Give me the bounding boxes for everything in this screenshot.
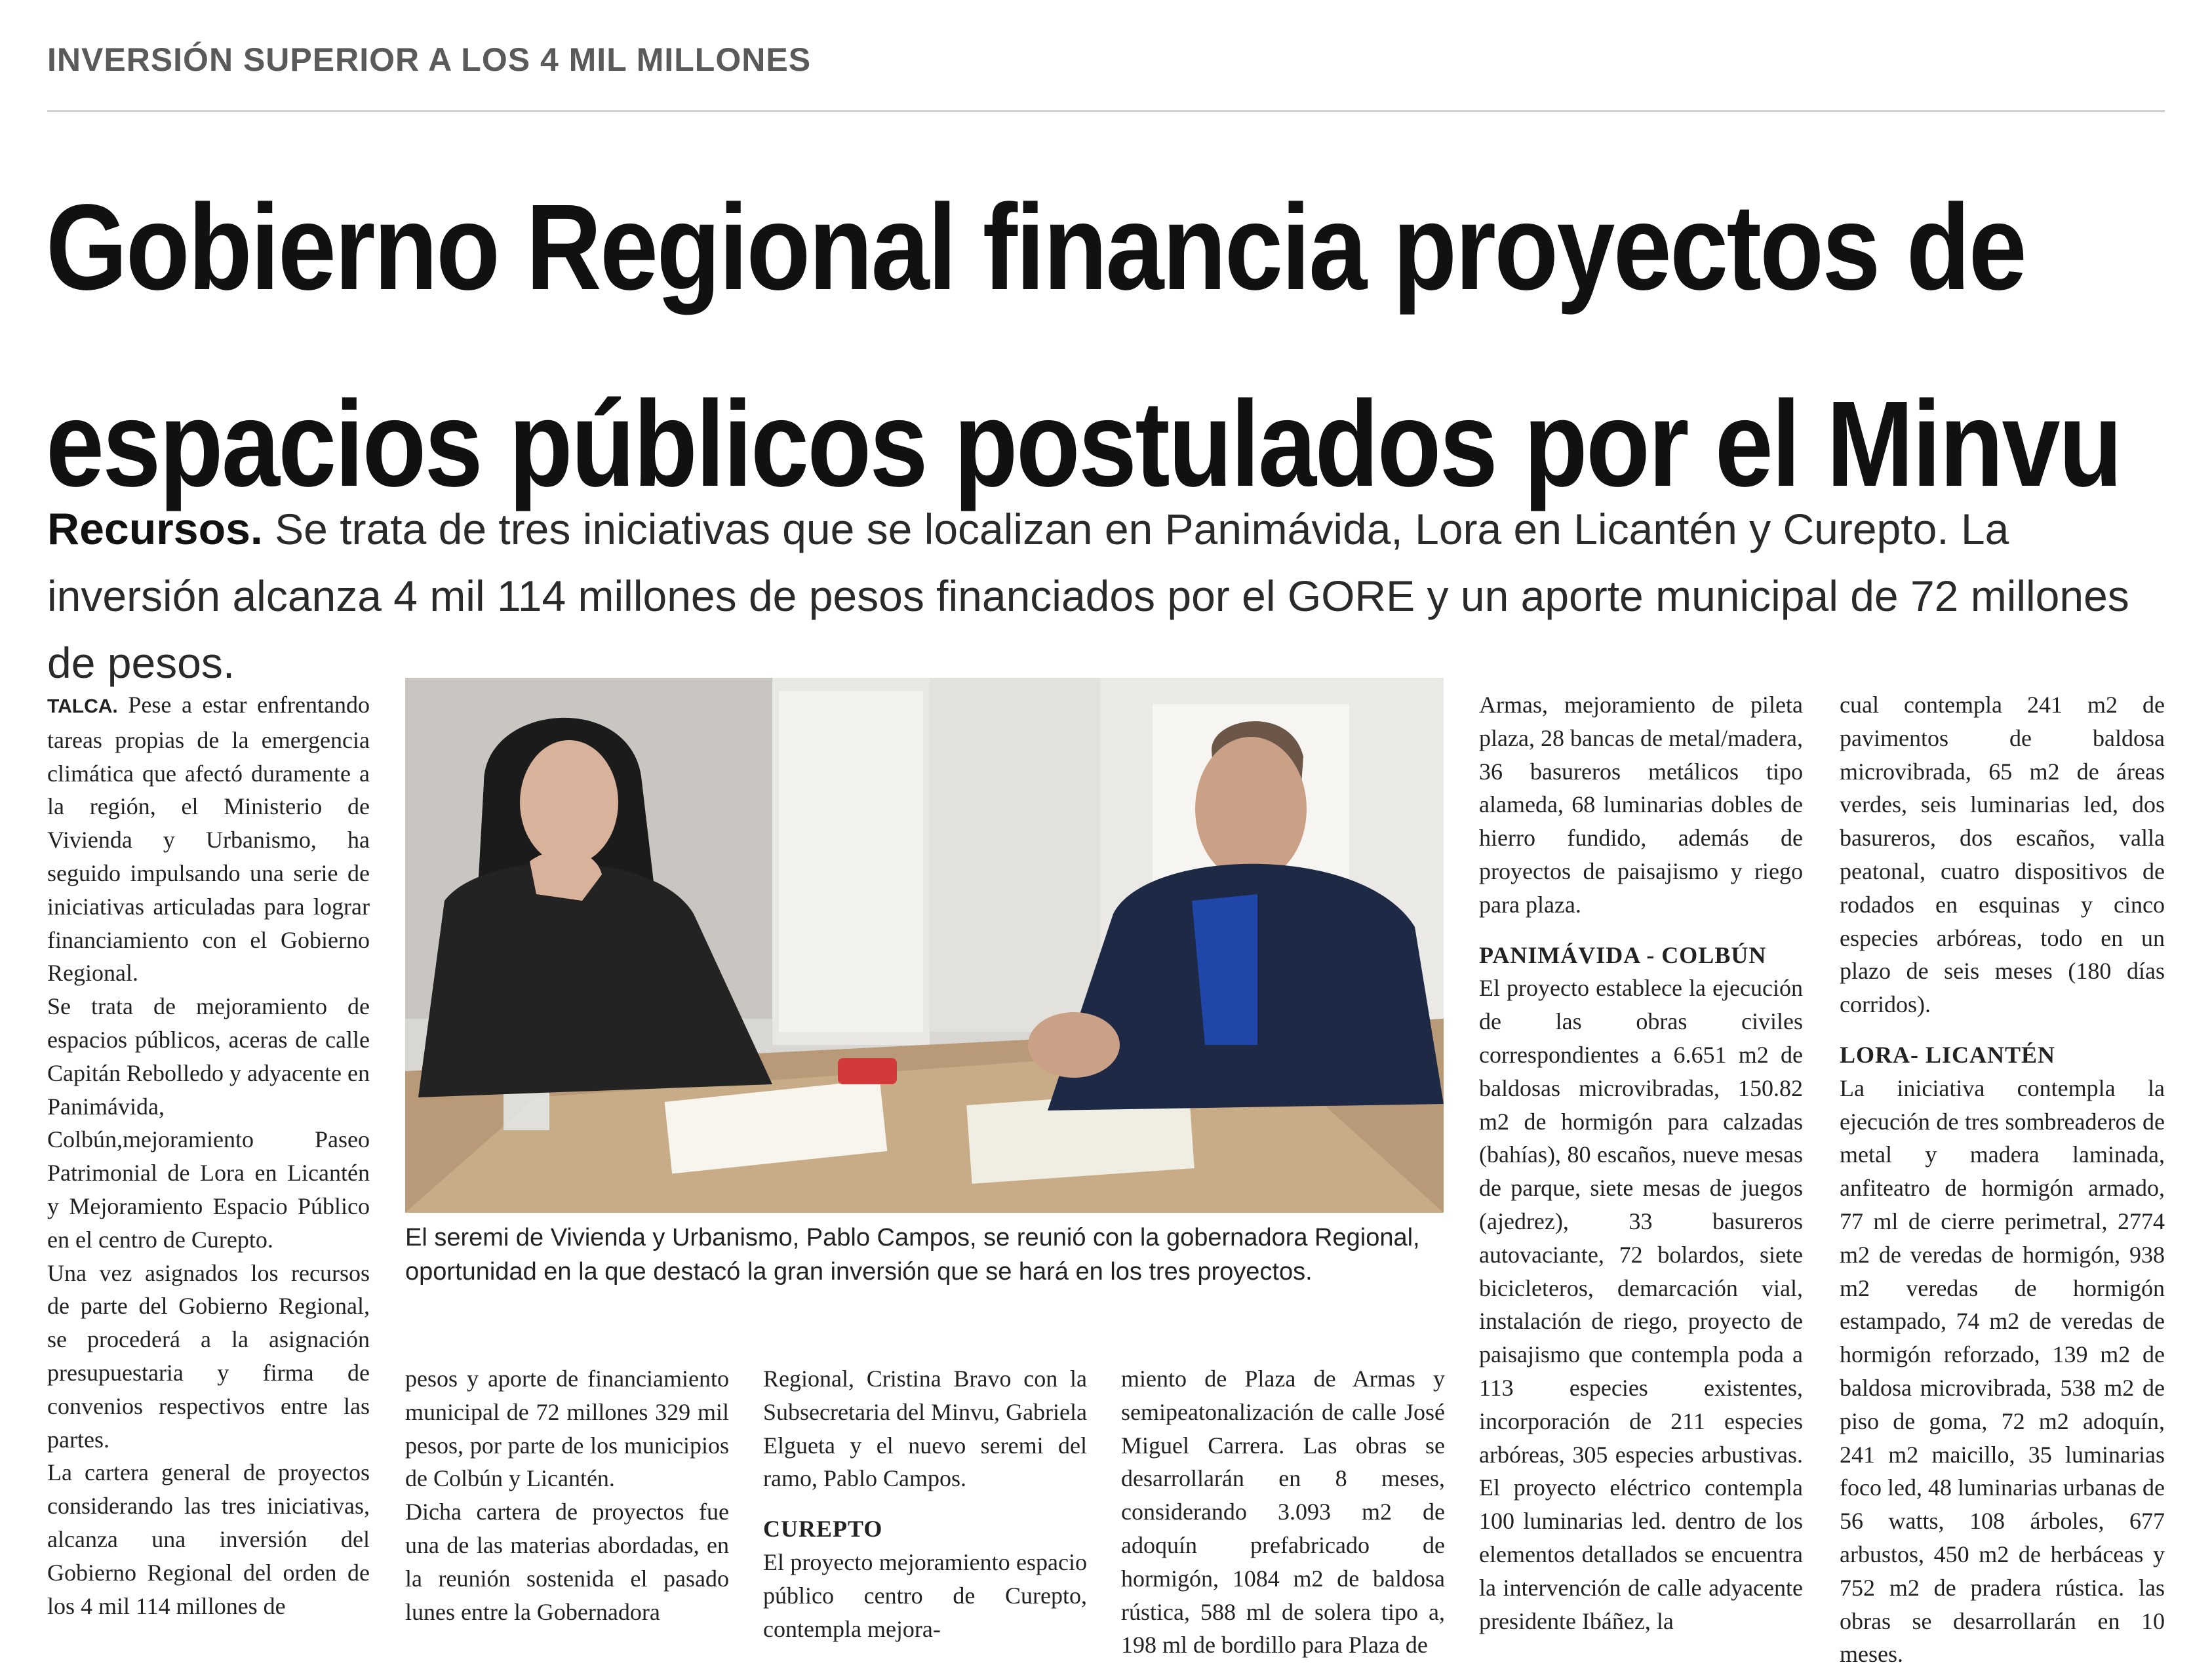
paragraph: Regional, Cristina Bravo con la Subsecretaria del Minvu, Gabriela Elgueta y el nuevo seremi del ramo, Pablo Campos. <box>763 1366 1087 1492</box>
paragraph: El proyecto mejoramiento espacio público centro de Curepto, contempla mejora- <box>763 1548 1087 1642</box>
paragraph: La iniciativa contempla la ejecución de tres sombreaderos de metal y madera laminada, anfiteatro de hormigón armado, 77 ml de cierre perimetral, 2774 m2 de veredas de hormigón, 938 m2 veredas de hormigón estampado, 74 m2 de veredas de hormigón reforzado, 139 m2 de baldosa microvibrada, 538 m2 de piso de goma, 72 m2 adoquín, 241 m2 maicillo, 35 luminarias foco led, 48 luminarias urbanas de 56 watts, 108 árboles, 677 arbustos, 450 m2 de herbáceas y 752 m2 de pradera rústica. las obras se desarrollarán en 10 meses. <box>1840 1074 2165 1668</box>
subheadline <box>47 496 2165 696</box>
paragraph: Se trata de mejoramiento de espacios públicos, aceras de calle Capitán Rebolledo y adyacente en Panimávida, Colbún,mejoramiento Paseo Patrimonial de Lora en Licantén y Mejoramiento Espacio Público en el centro de Curepto. <box>47 993 370 1253</box>
headline <box>46 149 2122 543</box>
paragraph: pesos y aporte de financiamiento municipal de 72 millones 329 mil pesos, por parte de los municipios de Colbún y Licantén. <box>405 1366 729 1492</box>
kicker: INVERSIÓN SUPERIOR A LOS 4 MIL MILLONES <box>47 41 812 78</box>
subheadline-text: Se trata de tres iniciativas que se localizan en Panimávida, Lora en Licantén y Curepto. La inversión alcanza 4 mil 114 millones de pesos financiados por el GORE y un aporte municipal de 72 millones de pesos. <box>47 505 2129 687</box>
divider <box>47 110 2165 112</box>
paragraph: Armas, mejoramiento de pileta plaza, 28 bancas de metal/madera, 36 basureros metálicos tipo alameda, 68 luminarias dobles de hierro fundido, además de proyectos de paisajismo y riego para plaza. <box>1479 692 1803 918</box>
paragraph: cual contempla 241 m2 de pavimentos de baldosa microvibrada, 65 m2 de áreas verdes, seis luminarias led, dos basureros, dos escaños, valla peatonal, cuatro dispositivos de rodados en esquinas y cinco especies arbóreas, todo en un plazo de seis meses (180 días corridos). <box>1840 692 2165 1018</box>
paragraph: La cartera general de proyectos considerando las tres iniciativas, alcanza una inversión del Gobierno Regional del orden de los 4 mil 114 millones de <box>47 1459 370 1619</box>
article-column-1 <box>47 688 370 1622</box>
paragraph: Una vez asignados los recursos de parte del Gobierno Regional, se procederá a la asignación presupuestaria y firma de convenios respectivos entre las partes. <box>47 1259 370 1453</box>
article-column-5 <box>1479 688 1803 1638</box>
headline-line-1: Gobierno Regional financia proyectos de <box>46 180 2026 315</box>
paragraph: Dicha cartera de proyectos fue una de las materias abordadas, en la reunión sostenida el pasado lunes entre la Gobernadora <box>405 1499 729 1625</box>
article-column-6 <box>1840 688 2165 1671</box>
article-column-4 <box>1121 1362 1445 1662</box>
subheadline-lead: Recursos. <box>47 504 263 554</box>
paragraph: Pese a estar enfrentando tareas propias de la emergencia climática que afectó duramente a la región, el Ministerio de Vivienda y Urbanismo, ha seguido impulsando una serie de iniciativas articuladas para lograr financiamiento con el Gobierno Regional. <box>47 692 370 987</box>
section-heading-panimavida: PANIMÁVIDA - COLBÚN <box>1479 941 1767 968</box>
headline-line-2: espacios públicos postulados por el Minvu <box>46 376 2122 512</box>
photo-caption: El seremi de Vivienda y Urbanismo, Pablo Campos, se reunió con la gobernadora Regional, oportunidad en la que destacó la gran inversión que se hará en los tres proyectos. <box>405 1224 1420 1286</box>
section-heading-lora: LORA- LICANTÉN <box>1840 1041 2056 1068</box>
paragraph: miento de Plaza de Armas y semipeatonalización de calle José Miguel Carrera. Las obras se desarrollarán en 8 meses, considerando 3.093 m2 de adoquín prefabricado de hormigón, 1084 m2 de baldosa rústica, 588 ml de solera tipo a, 198 ml de bordillo para Plaza de <box>1121 1366 1445 1659</box>
section-heading-curepto: CUREPTO <box>763 1516 883 1543</box>
dateline: TALCA. <box>47 696 118 717</box>
article-column-2 <box>405 1362 729 1628</box>
paragraph: El proyecto establece la ejecución de las obras civiles correspondientes a 6.651 m2 de baldosas microvibradas, 150.82 m2 de hormigón para calzadas (bahías), 80 escaños, nueve mesas de parque, siete mesas de juegos (ajedrez), 33 basureros autovaciante, 72 bolardos, siete bicicleteros, demarcación vial, instalación de riego, proyecto de paisajismo que contempla poda a 113 especies existentes, incorporación de 211 especies arbóreas, 305 especies arbustivas. El proyecto eléctrico contempla 100 luminarias led. dentro de los elementos detallados se encuentra la intervención de calle adyacente presidente Ibáñez, la <box>1479 975 1803 1634</box>
photo-meeting <box>405 678 1444 1213</box>
article-column-3 <box>763 1362 1087 1645</box>
